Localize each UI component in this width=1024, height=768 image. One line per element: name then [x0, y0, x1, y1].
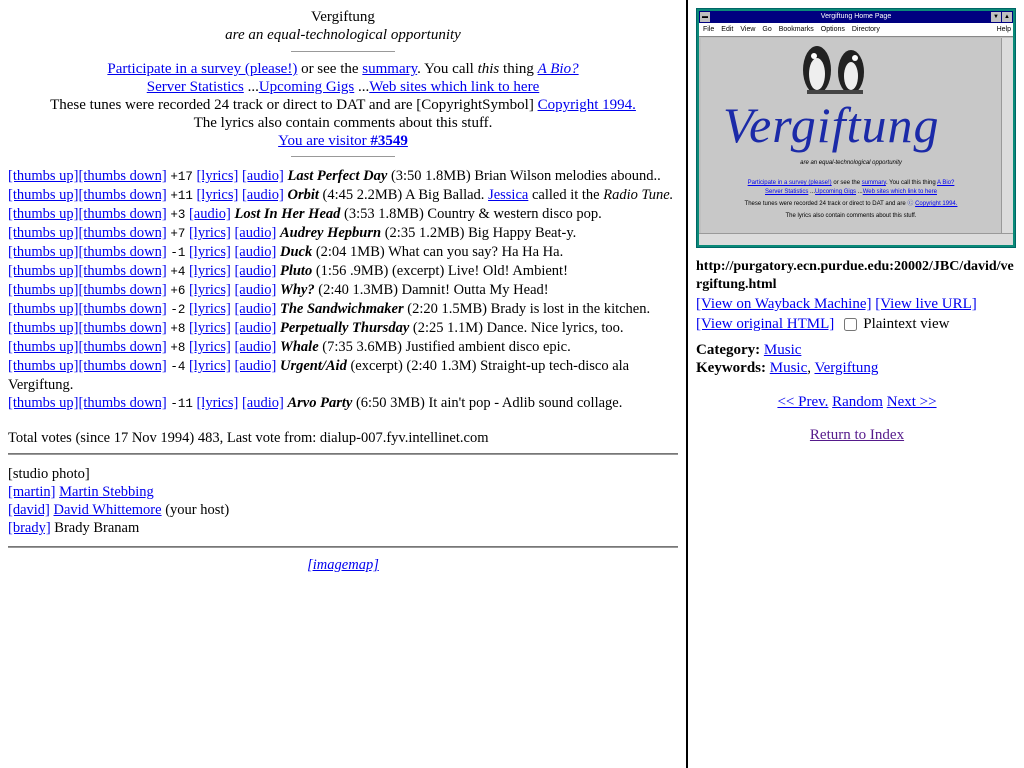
thumbs-down-link[interactable]: [thumbs down]: [78, 263, 167, 279]
song-title: Why?: [279, 282, 315, 298]
song-title: Perpetually Thursday: [279, 320, 410, 336]
audio-link[interactable]: [audio]: [188, 206, 231, 222]
lyrics-link[interactable]: [lyrics]: [188, 358, 231, 374]
song-details: (4:45 2.2MB) A Big Ballad.: [322, 187, 489, 203]
wayback-link[interactable]: [View on Wayback Machine]: [696, 296, 872, 312]
band-tagline: are an equal-technological opportunity: [225, 27, 461, 43]
vote-count: +17: [170, 170, 193, 184]
song-title: Arvo Party: [287, 395, 353, 411]
song-row: [8, 224, 678, 243]
thumbnail-menu-item: Options: [820, 26, 845, 33]
song-title: Lost In Her Head: [234, 206, 341, 222]
thumbnail-content: [701, 38, 1001, 233]
thumbnail-menu-item: File: [703, 26, 715, 33]
copyright-link[interactable]: Copyright 1994.: [537, 97, 636, 113]
audio-link[interactable]: [audio]: [241, 395, 284, 411]
thumbs-down-link[interactable]: [thumbs down]: [78, 282, 167, 298]
divider: [8, 546, 678, 548]
thumbs-up-link[interactable]: [thumbs up]: [8, 225, 79, 241]
lyrics-note: The lyrics also contain comments about this stuff.: [193, 115, 493, 131]
total-votes: Total votes (since 17 Nov 1994) 483, Last vote from: dialup-007.fyv.intellinet.com: [8, 430, 489, 446]
vote-count: -2: [170, 303, 186, 317]
member-list: [0, 465, 686, 537]
member-name-link[interactable]: Martin Stebbing: [59, 484, 154, 500]
song-details: (2:04 1MB) What can you say? Ha Ha Ha.: [315, 244, 564, 260]
song-details: (3:53 1.8MB) Country & western disco pop.: [344, 206, 602, 222]
this-word: this: [477, 61, 500, 77]
divider: [8, 453, 678, 455]
audio-link[interactable]: [audio]: [234, 358, 277, 374]
window-titlebar: [699, 11, 1013, 23]
thumbnail-menu-item: Directory: [851, 26, 880, 33]
vertical-scrollbar: [1001, 38, 1013, 233]
lyrics-link[interactable]: [lyrics]: [188, 282, 231, 298]
lyrics-link[interactable]: [lyrics]: [188, 263, 231, 279]
vote-count: -4: [170, 360, 186, 374]
thumbs-up-link[interactable]: [thumbs up]: [8, 263, 79, 279]
thumbs-down-link[interactable]: [thumbs down]: [78, 206, 167, 222]
thumbnail-line1: Participate in a survey (please!) or see the summary. You call this thing A Bio?: [747, 180, 955, 186]
song-title: Last Perfect Day: [287, 168, 388, 184]
song-row: [8, 243, 678, 262]
song-title: Duck: [279, 244, 313, 260]
song-title: Audrey Hepburn: [279, 225, 382, 241]
thumbnail-menu-item: Edit: [721, 26, 734, 33]
song-row: [8, 300, 678, 319]
thumbs-up-link[interactable]: [thumbs up]: [8, 282, 79, 298]
song-row: [8, 186, 678, 205]
server-stats-link[interactable]: Server Statistics: [146, 79, 244, 95]
member-name: Brady Branam: [54, 520, 140, 536]
thumbnail-menu-item: Help: [996, 26, 1011, 33]
audio-link[interactable]: [audio]: [241, 187, 284, 203]
recorded-text: These tunes were recorded 24 track or direct to DAT and are [CopyrightSymbol]: [50, 97, 534, 113]
thumbnail-menu-item: Bookmarks: [778, 26, 814, 33]
audio-link[interactable]: [audio]: [241, 168, 284, 184]
member-photo-link[interactable]: [david]: [8, 502, 50, 518]
thumbs-down-link[interactable]: [thumbs down]: [78, 320, 167, 336]
lyrics-link[interactable]: [lyrics]: [188, 301, 231, 317]
thumbnail-menu-item: View: [740, 26, 756, 33]
thing-text: thing: [503, 61, 534, 77]
thumbs-down-link[interactable]: [thumbs down]: [78, 187, 167, 203]
vote-count: +8: [170, 341, 186, 355]
keyword-music-link[interactable]: Music: [769, 360, 808, 376]
ellipsis: ...: [247, 79, 259, 95]
thumbs-down-link[interactable]: [thumbs down]: [78, 358, 167, 374]
thumbs-down-link[interactable]: [thumbs down]: [78, 301, 167, 317]
song-title: Orbit: [287, 187, 319, 203]
thumbs-up-link[interactable]: [thumbs up]: [8, 187, 79, 203]
random-link[interactable]: Random: [832, 394, 883, 410]
panel-divider: [686, 0, 688, 768]
song-details: (1:56 .9MB) (excerpt) Live! Old! Ambient!: [315, 263, 568, 279]
websites-link[interactable]: Web sites which link to here: [369, 79, 540, 95]
archived-url: http://purgatory.ecn.purdue.edu:20002/JBC/david/vergiftung.html: [696, 259, 1014, 292]
song-row: [8, 281, 678, 300]
audio-link[interactable]: [audio]: [234, 301, 277, 317]
survey-link[interactable]: Participate in a survey (please!): [107, 61, 298, 77]
lyrics-link[interactable]: [lyrics]: [188, 244, 231, 260]
song-note-link[interactable]: Jessica: [488, 187, 529, 203]
thumbnail-line4: The lyrics also contain comments about this stuff.: [785, 213, 917, 219]
browser-window: [699, 11, 1013, 245]
return-to-index-link[interactable]: Return to Index: [809, 427, 905, 443]
thumbs-down-link[interactable]: [thumbs down]: [78, 339, 167, 355]
song-row: [8, 357, 678, 394]
thumbs-up-link[interactable]: [thumbs up]: [8, 339, 79, 355]
audio-link[interactable]: [audio]: [234, 320, 277, 336]
you-call-text: . You call: [417, 61, 474, 77]
audio-link[interactable]: [audio]: [234, 244, 277, 260]
window-menubar: [699, 23, 1013, 37]
maximize-icon: ▲: [1002, 12, 1012, 22]
system-menu-icon: ▬: [702, 14, 708, 20]
song-details: (6:50 3MB) It ain't pop - Adlib sound collage.: [355, 395, 623, 411]
song-list: [0, 167, 686, 413]
song-title: Urgent/Aid: [279, 358, 347, 374]
category-link[interactable]: Music: [763, 342, 802, 358]
thumbs-down-link[interactable]: [thumbs down]: [78, 168, 167, 184]
song-details: (2:25 1.1M) Dance. Nice lyrics, too.: [412, 320, 624, 336]
original-html-link[interactable]: [View original HTML]: [696, 316, 835, 332]
minimize-icon: ▼: [991, 12, 1001, 22]
member-photo-link[interactable]: [brady]: [8, 520, 51, 536]
view-links: [696, 294, 1018, 334]
song-row: [8, 338, 678, 357]
vote-count: +3: [170, 208, 186, 222]
audio-link[interactable]: [audio]: [234, 225, 277, 241]
thumbs-up-link[interactable]: [thumbs up]: [8, 206, 79, 222]
song-details: (2:40 1.3MB) Damnit! Outta My Head!: [318, 282, 549, 298]
screenshot-thumbnail[interactable]: [696, 8, 1016, 248]
thumbs-down-link[interactable]: [thumbs down]: [78, 225, 167, 241]
thumbnail-line3: These tunes were recorded 24 track or direct to DAT and are Ⓒ Copyright 1994.: [744, 201, 958, 207]
member-name-link[interactable]: David Whittemore: [53, 502, 162, 518]
thumbs-down-link[interactable]: [thumbs down]: [78, 395, 167, 411]
band-title: Vergiftung: [311, 9, 375, 25]
song-details: (excerpt) (2:40 1.3M) Straight-up tech-disco ala Vergiftung.: [8, 358, 630, 393]
lyrics-link[interactable]: [lyrics]: [196, 168, 239, 184]
plaintext-checkbox[interactable]: [844, 318, 857, 331]
gigs-link[interactable]: Upcoming Gigs: [258, 79, 355, 95]
thumbs-up-link[interactable]: [thumbs up]: [8, 395, 79, 411]
song-details: (7:35 3.6MB) Justified ambient disco epic.: [322, 339, 571, 355]
vote-count: +7: [170, 227, 186, 241]
member-row: [8, 519, 686, 537]
divider: [291, 51, 395, 52]
lyrics-link[interactable]: [lyrics]: [196, 395, 239, 411]
vote-count: +6: [170, 284, 186, 298]
audio-link[interactable]: [audio]: [234, 282, 277, 298]
plaintext-label: Plaintext view: [863, 316, 950, 332]
prev-link[interactable]: << Prev.: [777, 394, 829, 410]
category-label: Category:: [696, 342, 761, 358]
thumbs-up-link[interactable]: [thumbs up]: [8, 358, 79, 374]
thumbnail-tagline: are an equal-technological opportunity: [800, 160, 902, 166]
divider: [291, 156, 395, 157]
ellipsis: ...: [357, 79, 370, 95]
visitor-counter-link[interactable]: You are visitor #3549: [278, 133, 408, 149]
live-url-link[interactable]: [View live URL]: [875, 296, 977, 312]
song-note-italic: Radio Tune.: [603, 187, 674, 203]
horizontal-scrollbar: [699, 233, 1013, 245]
keyword-vergiftung-link[interactable]: Vergiftung: [814, 360, 879, 376]
lyrics-link[interactable]: [lyrics]: [188, 339, 231, 355]
thumbs-down-link[interactable]: [thumbs down]: [78, 244, 167, 260]
song-note-text: called it the: [528, 187, 604, 203]
song-details: (3:50 1.8MB) Brian Wilson melodies abound..: [390, 168, 661, 184]
keywords-label: Keywords:: [696, 360, 766, 376]
thumbnail-line2: Server Statistics ...Upcoming Gigs ...Web sites which link to here: [765, 189, 937, 195]
vote-count: +4: [170, 265, 186, 279]
sidebar: [696, 0, 1018, 768]
song-row: [8, 167, 678, 186]
song-row: [8, 262, 678, 281]
song-row: [8, 394, 678, 413]
window-title: Vergiftung Home Page: [820, 13, 892, 20]
studio-photo-alt: [studio photo]: [8, 466, 90, 482]
pagination-nav: [696, 393, 1018, 411]
member-row: [8, 483, 686, 501]
keywords-row: Keywords: Music, Vergiftung: [696, 360, 879, 376]
song-details: (2:20 1.5MB) Brady is lost in the kitchen.: [407, 301, 651, 317]
member-photo-link[interactable]: [martin]: [8, 484, 56, 500]
vote-count: +11: [170, 189, 193, 203]
thumbs-up-link[interactable]: [thumbs up]: [8, 244, 79, 260]
page-header: [0, 8, 686, 157]
thumbnail-menu-item: Go: [762, 26, 772, 33]
next-link[interactable]: Next >>: [886, 394, 937, 410]
lyrics-link[interactable]: [lyrics]: [188, 225, 231, 241]
thumbs-up-link[interactable]: [thumbs up]: [8, 320, 79, 336]
member-note: (your host): [161, 502, 230, 518]
audio-link[interactable]: [audio]: [234, 339, 277, 355]
member-row: [8, 501, 686, 519]
song-title: Whale: [279, 339, 319, 355]
imagemap-link[interactable]: [imagemap]: [307, 557, 379, 573]
song-row: [8, 205, 678, 224]
category-row: [696, 341, 1018, 359]
bio-link[interactable]: A Bio?: [537, 61, 579, 77]
thumbs-up-link[interactable]: [thumbs up]: [8, 301, 79, 317]
lyrics-link[interactable]: [lyrics]: [196, 187, 239, 203]
vote-count: -11: [170, 397, 193, 411]
vote-count: +8: [170, 322, 186, 336]
song-details: (2:35 1.2MB) Big Happy Beat-y.: [384, 225, 577, 241]
thumbnail-logo: Vergiftung: [723, 97, 940, 153]
audio-link[interactable]: [audio]: [234, 263, 277, 279]
song-title: Pluto: [279, 263, 313, 279]
or-see-text: or see the: [301, 61, 359, 77]
song-title: The Sandwichmaker: [279, 301, 404, 317]
intro-block: [0, 60, 686, 150]
song-row: [8, 319, 678, 338]
summary-link[interactable]: summary: [362, 61, 418, 77]
penguins-illustration: [777, 38, 897, 98]
thumbs-up-link[interactable]: [thumbs up]: [8, 168, 79, 184]
vote-count: -1: [170, 246, 186, 260]
lyrics-link[interactable]: [lyrics]: [188, 320, 231, 336]
